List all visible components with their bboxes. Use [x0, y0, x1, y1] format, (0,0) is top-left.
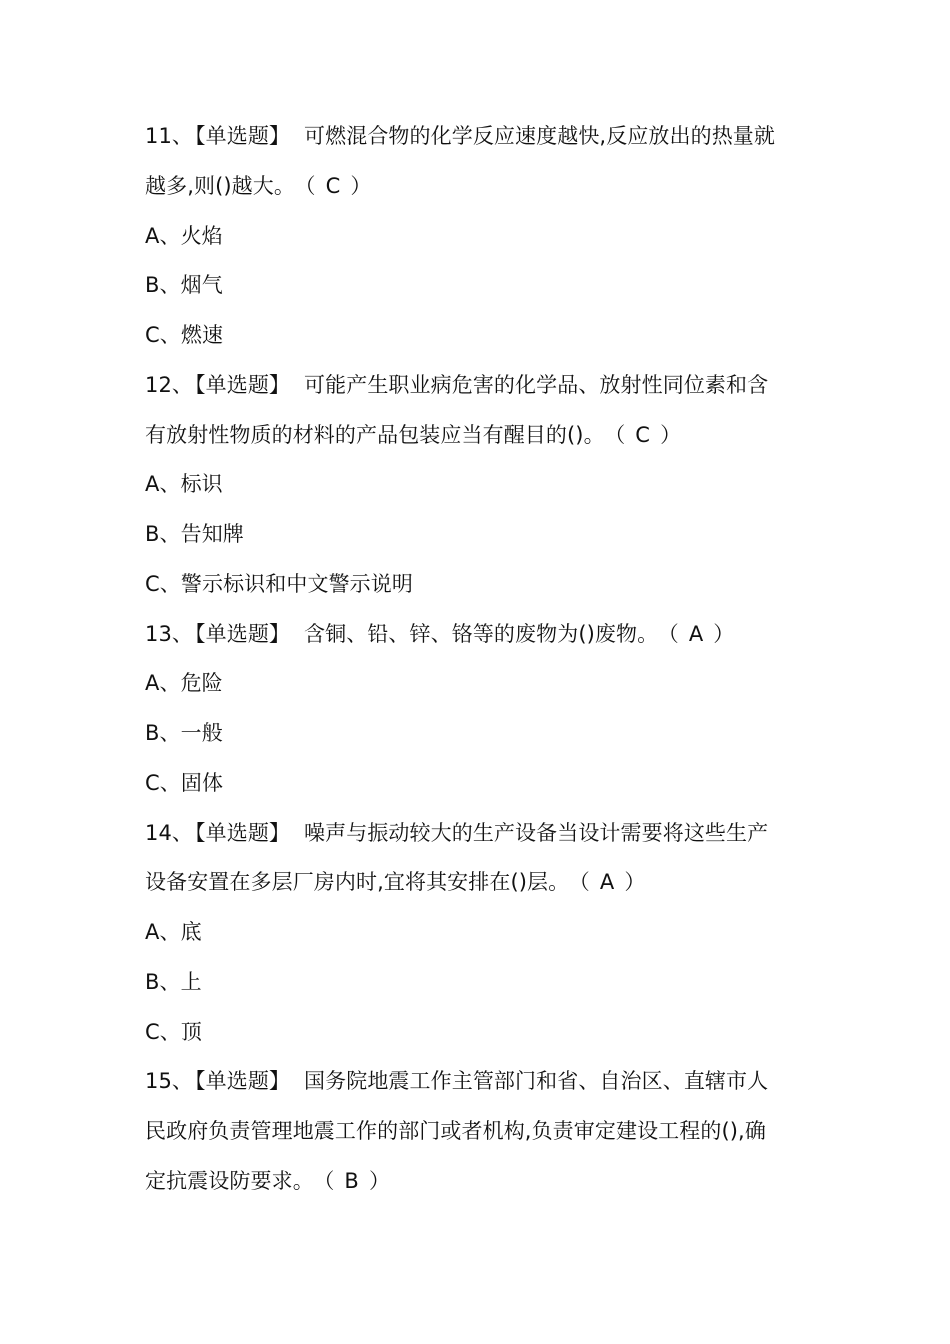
option-text: 烟气	[180, 273, 223, 298]
option-b	[145, 510, 825, 560]
option-text: 危险	[180, 671, 223, 696]
question-number: 13、	[145, 621, 194, 646]
option-text: 固体	[180, 770, 224, 795]
option-a	[145, 460, 825, 510]
answer-value: A	[688, 621, 704, 646]
option-letter: C、	[145, 571, 181, 596]
option-letter: B、	[145, 273, 181, 298]
option-letter: A、	[145, 920, 181, 944]
option-text: 燃速	[180, 323, 224, 347]
question-stem-line	[145, 112, 825, 162]
question-stem-line	[145, 1157, 825, 1207]
option-b	[145, 261, 825, 311]
option-b	[145, 958, 825, 1008]
question-stem-line	[145, 809, 825, 859]
answer-bracket: （ C ）	[304, 173, 372, 198]
question-text: 可燃混合物的化学反应速度越快,反应放出的热量就	[304, 124, 776, 148]
question-stem-line	[145, 162, 825, 212]
question-text: 民政府负责管理地震工作的部门或者机构,负责审定建设工程的(),确	[145, 1119, 766, 1143]
option-text: 警示标识和中文警示说明	[180, 571, 413, 596]
option-text: 一般	[180, 721, 223, 745]
question-type: 【单选题】	[195, 621, 291, 646]
option-c	[145, 311, 825, 361]
option-text: 告知牌	[180, 522, 244, 546]
option-letter: A、	[145, 472, 181, 497]
option-a	[145, 908, 825, 958]
option-letter: C、	[145, 323, 181, 347]
option-a	[145, 212, 825, 262]
option-letter: A、	[145, 671, 181, 696]
question-type: 【单选题】	[195, 820, 291, 845]
question-text: 含铜、铅、锌、铬等的废物为()废物。	[304, 621, 659, 646]
option-letter: C、	[145, 770, 181, 795]
question-stem-line	[145, 1057, 825, 1107]
question-stem-line	[145, 361, 825, 411]
option-letter: C、	[145, 1019, 181, 1044]
question-list	[145, 112, 825, 1207]
question-number: 11、	[145, 124, 194, 148]
question-12	[145, 361, 825, 610]
question-stem-line	[145, 610, 825, 660]
question-11	[145, 112, 825, 361]
answer-value: C	[325, 173, 341, 198]
question-text: 可能产生职业病危害的化学品、放射性同位素和含	[304, 372, 769, 397]
question-type: 【单选题】	[195, 372, 291, 397]
option-letter: B、	[145, 522, 181, 546]
answer-bracket: （ C ）	[614, 422, 682, 447]
question-14	[145, 809, 825, 1058]
question-number: 14、	[145, 820, 194, 845]
answer-value: B	[344, 1168, 359, 1193]
answer-value: A	[599, 870, 615, 895]
question-stem-line	[145, 1107, 825, 1157]
question-type: 【单选题】	[195, 1069, 291, 1094]
option-letter: B、	[145, 721, 181, 745]
question-15	[145, 1057, 825, 1206]
question-stem-line	[145, 858, 825, 908]
option-text: 上	[180, 969, 202, 994]
question-13	[145, 610, 825, 809]
question-text: 越多,则()越大。	[145, 173, 295, 198]
question-text: 国务院地震工作主管部门和省、自治区、直辖市人	[304, 1069, 769, 1094]
answer-bracket: （ B ）	[323, 1168, 391, 1193]
option-c	[145, 759, 825, 809]
option-a	[145, 659, 825, 709]
option-c	[145, 1008, 825, 1058]
question-text: 噪声与振动较大的生产设备当设计需要将这些生产	[304, 820, 769, 845]
option-text: 标识	[180, 472, 223, 497]
question-text: 有放射性物质的材料的产品包装应当有醒目的()。	[145, 422, 605, 447]
option-text: 底	[180, 920, 202, 944]
answer-bracket: （ A ）	[579, 870, 646, 895]
option-letter: A、	[145, 223, 181, 248]
question-number: 15、	[145, 1069, 194, 1094]
question-text: 设备安置在多层厂房内时,宜将其安排在()层。	[145, 870, 570, 895]
question-type: 【单选题】	[195, 124, 291, 148]
question-stem-line	[145, 411, 825, 461]
option-letter: B、	[145, 969, 181, 994]
option-text: 火焰	[180, 223, 223, 248]
option-b	[145, 709, 825, 759]
option-c	[145, 560, 825, 610]
answer-value: C	[635, 422, 651, 447]
option-text: 顶	[180, 1019, 202, 1044]
question-number: 12、	[145, 372, 194, 397]
question-text: 定抗震设防要求。	[145, 1168, 314, 1193]
answer-bracket: （ A ）	[668, 621, 735, 646]
